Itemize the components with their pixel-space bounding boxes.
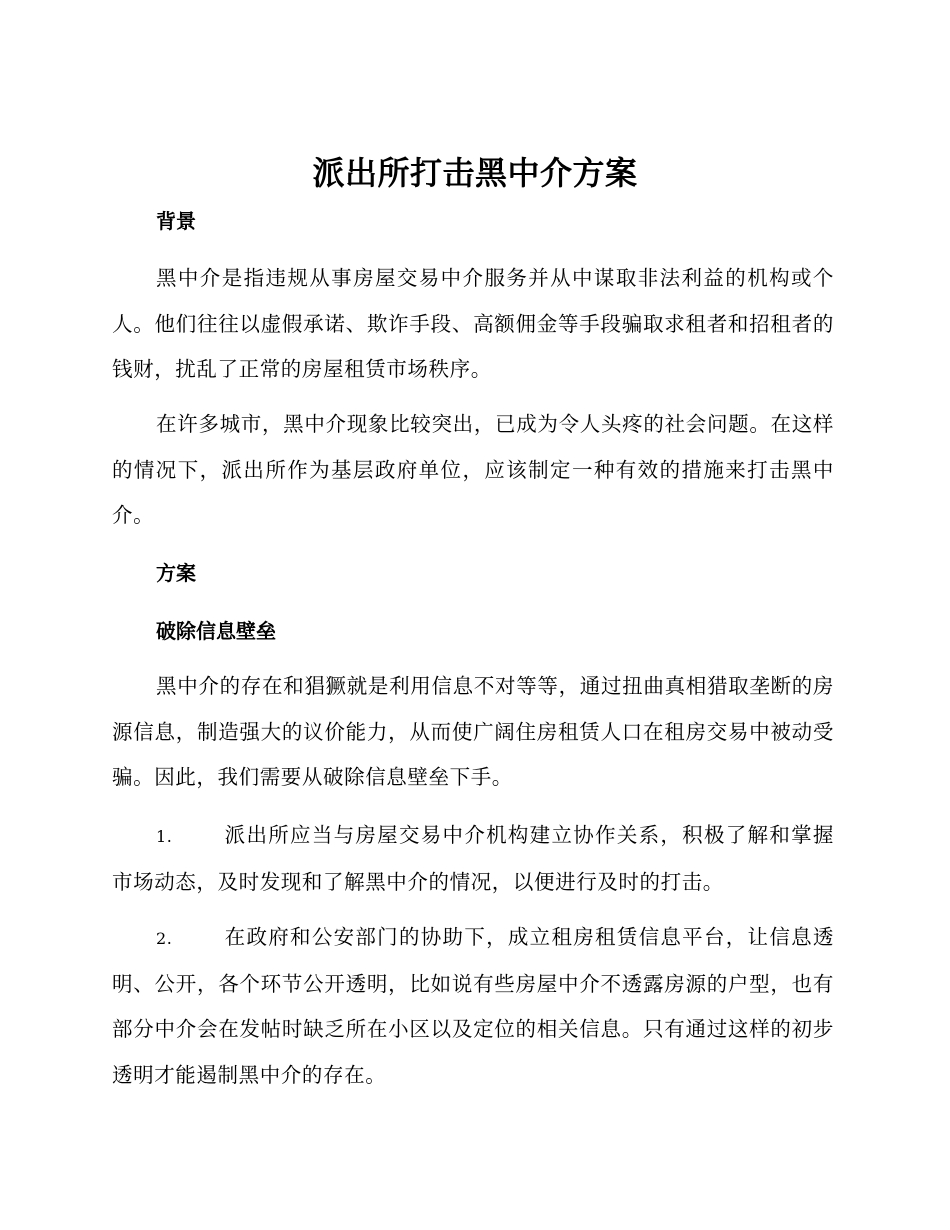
list-item-number: 2.	[156, 929, 173, 948]
section-heading-background: 背景	[156, 209, 196, 233]
plan-paragraph-1: 黑中介的存在和猖獗就是利用信息不对等等，通过扭曲真相猎取垄断的房源信息，制造强大的议价能力，从而使广阔住房租赁人口在租房交易中被动受骗。因此，我们需要从破除信息壁垒下手。	[112, 674, 834, 789]
list-item-number: 1.	[156, 827, 173, 846]
section-heading-plan: 方案	[156, 561, 196, 585]
subsection-heading-info-barrier: 破除信息壁垒	[156, 619, 276, 643]
list-item-text: 在政府和公安部门的协助下，成立租房租赁信息平台，让信息透明、公开，各个环节公开透明，比如说有些房屋中介不透露房源的户型，也有部分中介会在发帖时缺乏所在小区以及定位的相关信息。只有通过这样的初步透明才能遏制黑中介的存在。	[112, 925, 834, 1087]
list-item-text: 派出所应当与房屋交易中介机构建立协作关系，积极了解和掌握市场动态，及时发现和了解黑中介的情况，以便进行及时的打击。	[112, 823, 834, 894]
list-item	[112, 813, 834, 905]
document-title: 派出所打击黑中介方案	[312, 154, 638, 192]
list-item	[112, 915, 834, 1098]
background-paragraph-1: 黑中介是指违规从事房屋交易中介服务并从中谋取非法利益的机构或个人。他们往往以虚假承诺、欺诈手段、高额佣金等手段骗取求租者和招租者的钱财，扰乱了正常的房屋租赁市场秩序。	[112, 266, 834, 381]
background-paragraph-2: 在许多城市，黑中介现象比较突出，已成为令人头疼的社会问题。在这样的情况下，派出所作为基层政府单位，应该制定一种有效的措施来打击黑中介。	[112, 412, 834, 527]
